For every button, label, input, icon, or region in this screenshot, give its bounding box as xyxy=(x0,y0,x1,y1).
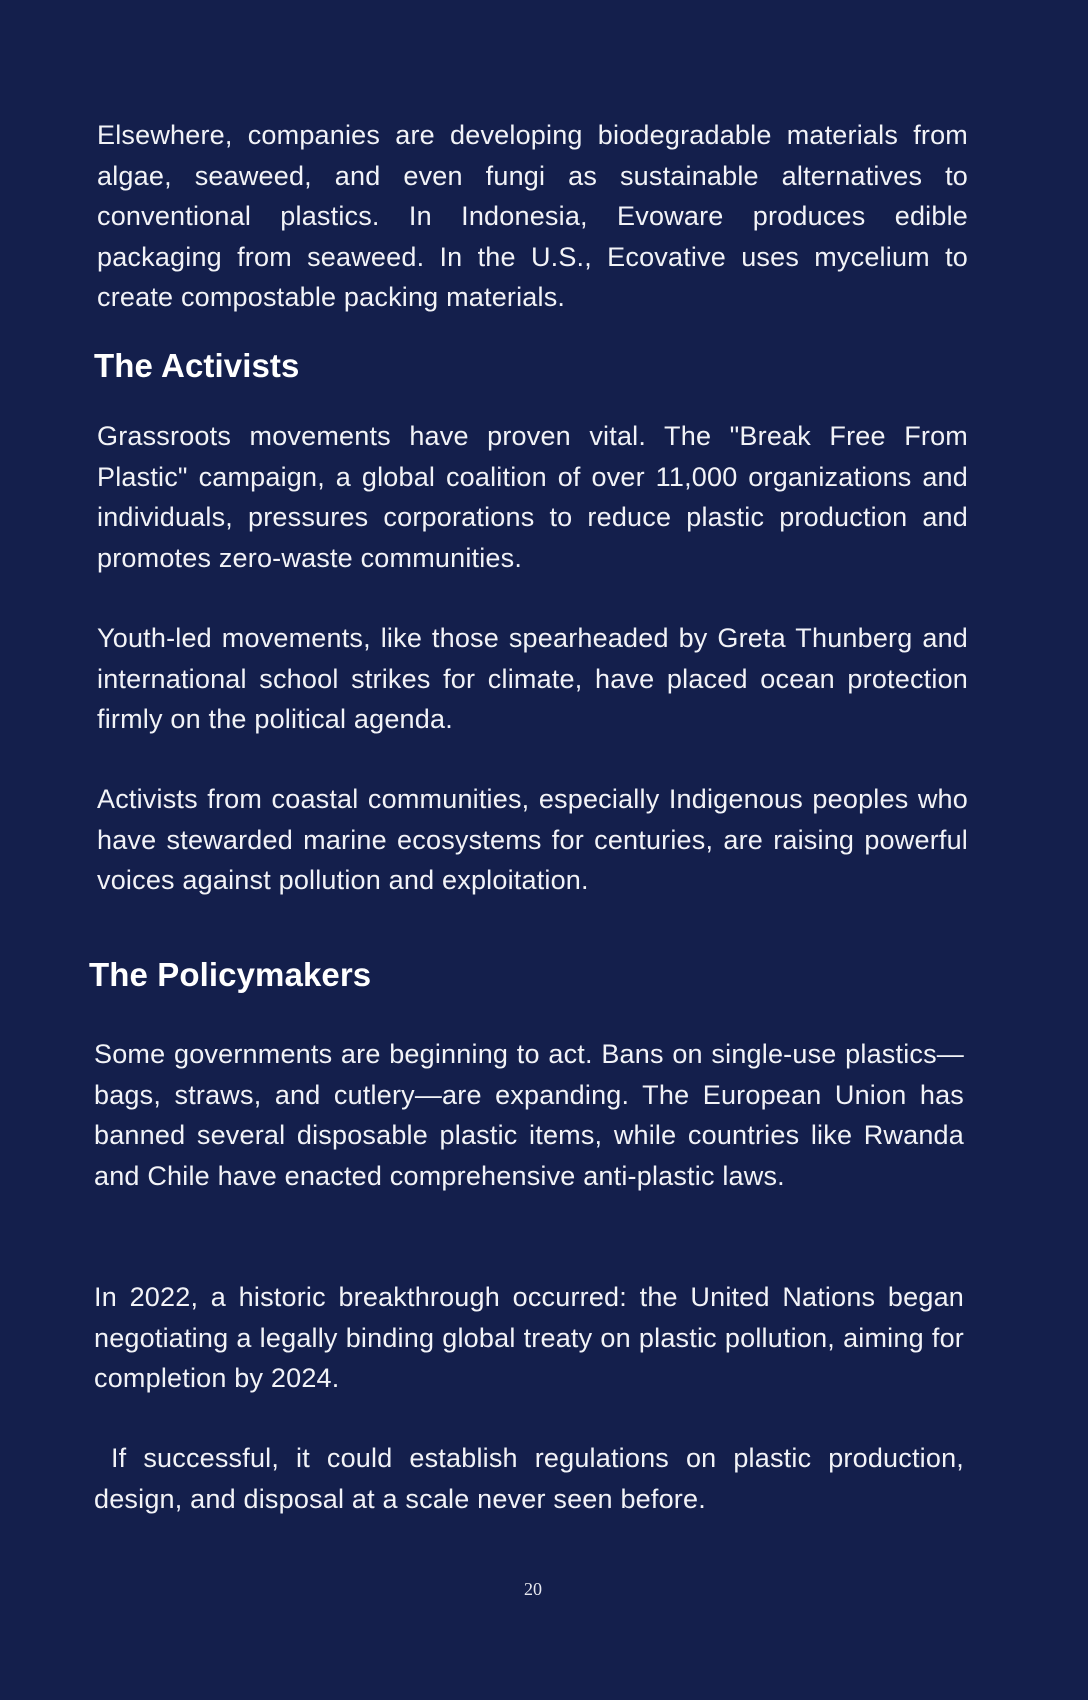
policymakers-paragraph-2: In 2022, a historic breakthrough occurred: the United Nations began negotiating a legally binding global treaty on plastic pollution, aiming for completion by 2024. xyxy=(94,1282,964,1393)
activists-heading: The Activists xyxy=(94,347,300,384)
activists-paragraph-3: Activists from coastal communities, especially Indigenous peoples who have stewarded marine ecosystems for centuries, are raising powerful voices against pollution and exploitation. xyxy=(97,784,968,895)
activists-paragraph-2: Youth-led movements, like those spearheaded by Greta Thunberg and international school strikes for climate, have placed ocean protection firmly on the political agenda. xyxy=(97,623,968,734)
activists-paragraph-1: Grassroots movements have proven vital. The "Break Free From Plastic" campaign, a global coalition of over 11,000 organizations and individuals, pressures corporations to reduce plastic production and promotes zero-waste communities. xyxy=(97,421,968,573)
policymakers-paragraph-1: Some governments are beginning to act. Bans on single-use plastics—bags, straws, and cutlery—are expanding. The European Union has banned several disposable plastic items, while countries like Rwanda and Chile have enacted comprehensive anti-plastic laws. xyxy=(94,1039,964,1191)
intro-paragraph: Elsewhere, companies are developing biodegradable materials from algae, seaweed, and even fungi as sustainable alternatives to conventional plastics. In Indonesia, Evoware produces edible packaging from seaweed. In the U.S., Ecovative uses mycelium to create compostable packing materials. xyxy=(97,120,968,312)
policymakers-heading: The Policymakers xyxy=(89,956,372,993)
page-number: 20 xyxy=(524,1579,542,1599)
policymakers-paragraph-3: If successful, it could establish regulations on plastic production, design, and disposal at a scale never seen before. xyxy=(94,1443,972,1514)
